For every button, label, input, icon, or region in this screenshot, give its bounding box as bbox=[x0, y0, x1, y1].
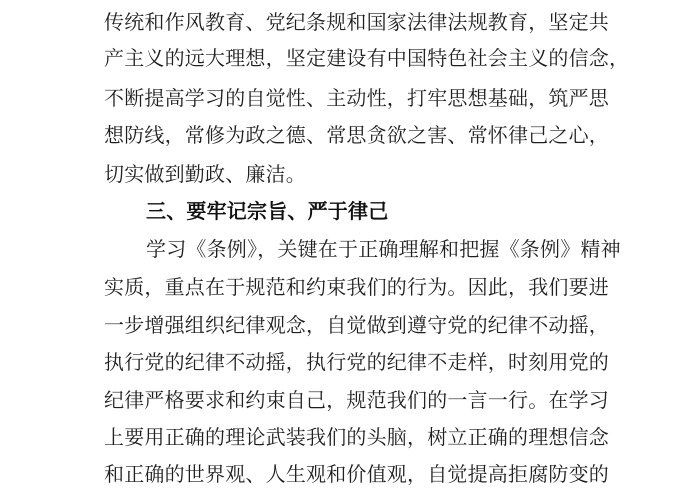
paragraph-line: 实质，重点在于规范和约束我们的行为。因此，我们要进 bbox=[104, 275, 609, 299]
section-heading: 三、要牢记宗旨、严于律己 bbox=[146, 199, 389, 223]
paragraph-line: 传统和作风教育、党纪条规和国家法律法规教育，坚定共 bbox=[104, 10, 609, 34]
paragraph-line: 一步增强组织纪律观念，自觉做到遵守党的纪律不动摇， bbox=[104, 313, 609, 337]
paragraph-line: 不断提高学习的自觉性、主动性，打牢思想基础，筑严思 bbox=[104, 86, 609, 110]
paragraph-line: 和正确的世界观、人生观和价值观，自觉提高拒腐防变的 bbox=[104, 462, 609, 486]
paragraph-line: 纪律严格要求和约束自己，规范我们的一言一行。在学习 bbox=[104, 388, 609, 412]
paragraph-line: 学习《条例》，关键在于正确理解和把握《条例》精神 bbox=[146, 237, 621, 261]
paragraph-line: 想防线，常修为政之德、常思贪欲之害、常怀律己之心， bbox=[104, 123, 609, 147]
paragraph-line: 执行党的纪律不动摇，执行党的纪律不走样，时刻用党的 bbox=[104, 350, 609, 374]
paragraph-line: 产主义的远大理想，坚定建设有中国特色社会主义的信念， bbox=[104, 46, 630, 70]
paragraph-line: 切实做到勤政、廉洁。 bbox=[104, 162, 306, 186]
paragraph-line: 上要用正确的理论武装我们的头脑，树立正确的理想信念 bbox=[104, 425, 609, 449]
